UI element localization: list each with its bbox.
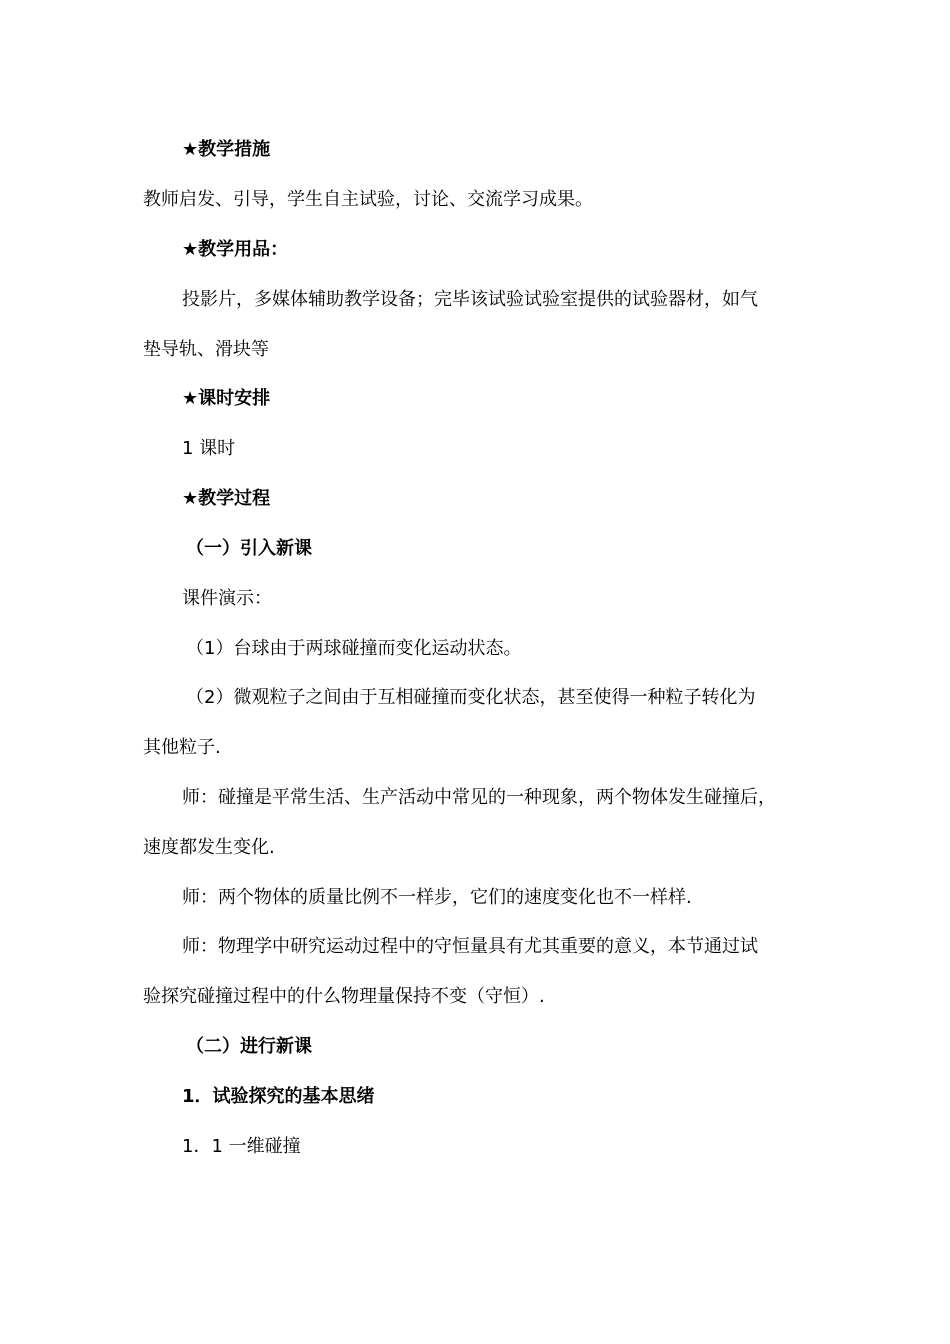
paragraph-teacher-collision-line1: 师：碰撞是平常生活、生产活动中常见的一种现象，两个物体发生碰撞后， (182, 787, 776, 808)
heading-teaching-materials: ★教学用品： (182, 239, 289, 260)
paragraph-teaching-materials-line2: 垫导轨、滑块等 (143, 339, 269, 360)
heading-teaching-process: ★教学过程 (182, 488, 271, 509)
subheading-introduce-lesson: （一）引入新课 (186, 538, 312, 559)
subheading-experiment-approach: 1．试验探究的基本思绪 (182, 1086, 375, 1107)
paragraph-teacher-conservation-line2: 验探究碰撞过程中的什么物理量保持不变（守恒）. (143, 986, 545, 1007)
subheading-one-dimensional-collision: 1．1 一维碰撞 (182, 1136, 301, 1157)
heading-teaching-measures: ★教学措施 (182, 139, 271, 160)
list-item-particles-line1: （2）微观粒子之间由于互相碰撞而变化状态，甚至使得一种粒子转化为 (186, 687, 756, 708)
list-item-particles-line2: 其他粒子. (143, 737, 221, 758)
heading-class-hours: ★课时安排 (182, 388, 271, 409)
paragraph-courseware-demo: 课件演示： (182, 588, 272, 609)
paragraph-class-hours: 1 课时 (182, 438, 236, 459)
paragraph-teaching-measures: 教师启发、引导，学生自主试验，讨论、交流学习成果。 (143, 189, 593, 210)
subheading-new-lesson: （二）进行新课 (186, 1036, 312, 1057)
paragraph-teacher-conservation-line1: 师：物理学中研究运动过程中的守恒量具有尤其重要的意义，本节通过试 (182, 936, 758, 957)
paragraph-teaching-materials-line1: 投影片，多媒体辅助教学设备；完毕该试验试验室提供的试验器材，如气 (182, 289, 758, 310)
paragraph-teacher-collision-line2: 速度都发生变化. (143, 837, 275, 858)
paragraph-teacher-mass-ratio: 师：两个物体的质量比例不一样步，它们的速度变化也不一样样. (182, 887, 692, 908)
list-item-billiards: （1）台球由于两球碰撞而变化运动状态。 (186, 638, 522, 659)
